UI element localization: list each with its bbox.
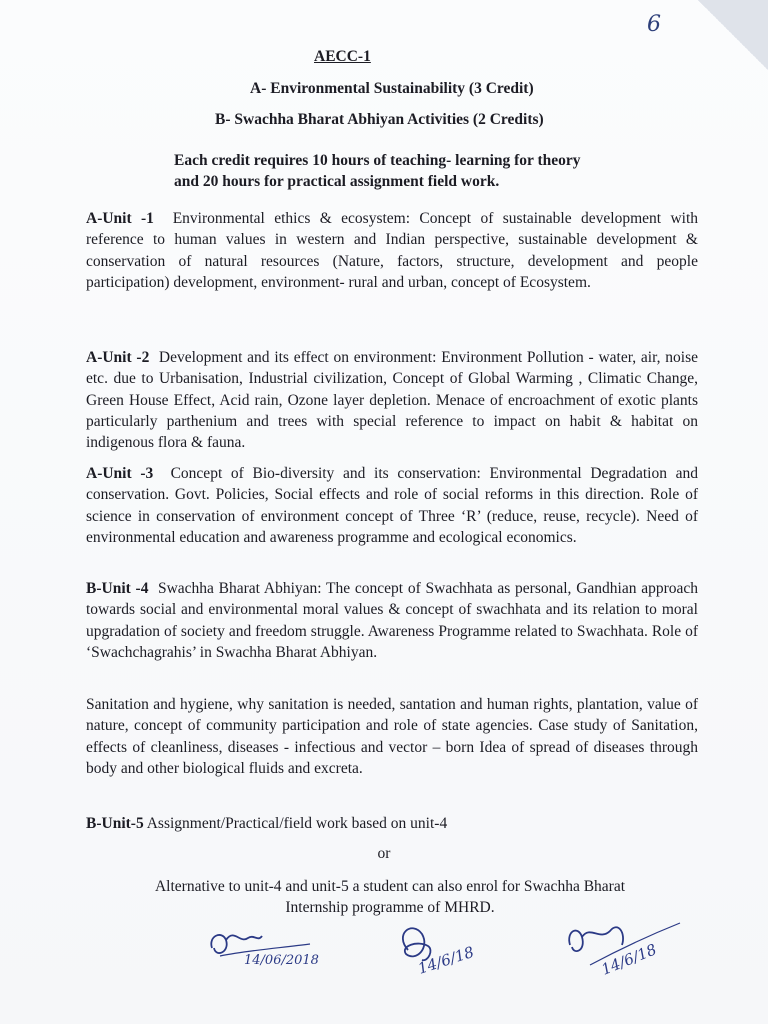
or-separator: or [377, 845, 391, 862]
unit-text: Assignment/Practical/field work based on unit-4 [146, 815, 448, 832]
unit-2-paragraph [86, 347, 698, 453]
title-part-a: A- Environmental Sustainability (3 Credit) [250, 80, 534, 97]
signature-1-date: 14/06/2018 [244, 953, 319, 968]
alternative-line-1: Alternative to unit-4 and unit-5 a student can also enrol for Swachha Bharat [154, 878, 626, 895]
signature-2-date: 14/6/18 [415, 942, 477, 978]
unit-1-paragraph [86, 208, 698, 293]
credit-note [174, 150, 664, 192]
page-number-mark: 6 [647, 12, 661, 37]
signature-3-date: 14/6/18 [598, 940, 660, 979]
unit-label: A-Unit -3 [86, 465, 154, 482]
course-code: AECC-1 [314, 48, 371, 65]
signature-3 [560, 905, 700, 990]
unit-label: B-Unit-5 [86, 815, 144, 832]
credit-note-line-2: and 20 hours for practical assignment field work. [174, 173, 500, 190]
signature-1-scribble [200, 918, 350, 978]
signature-1 [200, 918, 350, 978]
unit-label: A-Unit -2 [86, 349, 150, 366]
sanitation-paragraph: Sanitation and hygiene, why sanitation is needed, santation and human rights, plantation, value of nature, concept of community participation and role of state agencies. Case study of Sanitation, effects of cleanliness, diseases - infectious and vector – born Idea of spread of diseases through body and other biological fluids and excreta. [86, 696, 698, 777]
signature-3-scribble [560, 905, 700, 990]
unit-5-paragraph [86, 813, 698, 834]
folded-corner [698, 0, 768, 70]
unit-text: Concept of Bio-diversity and its conservation: Environmental Degradation and conservation. Govt. Policies, Social effects and role of social reforms in this direction. Role of science in conservation of environment concept of Three ‘R’ (reduce, reuse, recycle). Need of environmental education and awareness programme and ecological economics. [86, 465, 698, 546]
credit-note-line-1: Each credit requires 10 hours of teaching- learning for theory [174, 152, 581, 169]
unit-label: B-Unit -4 [86, 580, 149, 597]
unit-text: Swachha Bharat Abhiyan: The concept of Swachhata as personal, Gandhian approach towards social and environmental moral values & concept of swachhata and its relation to moral upgradation of society and freedom struggle. Awareness Programme related to Swachhata. Role of ‘Swachchagrahis’ in Swachha Bharat Abhiyan. [86, 580, 698, 661]
unit-3-paragraph [86, 463, 698, 548]
unit-text: Environmental ethics & ecosystem: Concept of sustainable development with reference to human values in western and Indian perspective, sustainable development & conservation of natural resources (Nature, factors, structure, development and people participation) development, environment- rural and urban, concept of Ecosystem. [86, 210, 698, 291]
unit-4-paragraph [86, 578, 698, 663]
signature-2 [388, 910, 508, 990]
title-part-b: B- Swachha Bharat Abhiyan Activities (2 Credits) [215, 111, 544, 128]
signature-2-scribble [388, 910, 508, 990]
unit-label: A-Unit -1 [86, 210, 154, 227]
unit-text: Development and its effect on environment: Environment Pollution - water, air, noise etc. due to Urbanisation, Industrial civilization, Concept of Global Warming , Climatic Change, Green House Effect, Acid rain, Ozone layer depletion. Menace of encroachment of exotic plants particularly parthenium and trees with special reference to impact on habit & habitat on indigenous flora & fauna. [86, 349, 699, 452]
alternative-line-2: Internship programme of MHRD. [285, 899, 495, 916]
